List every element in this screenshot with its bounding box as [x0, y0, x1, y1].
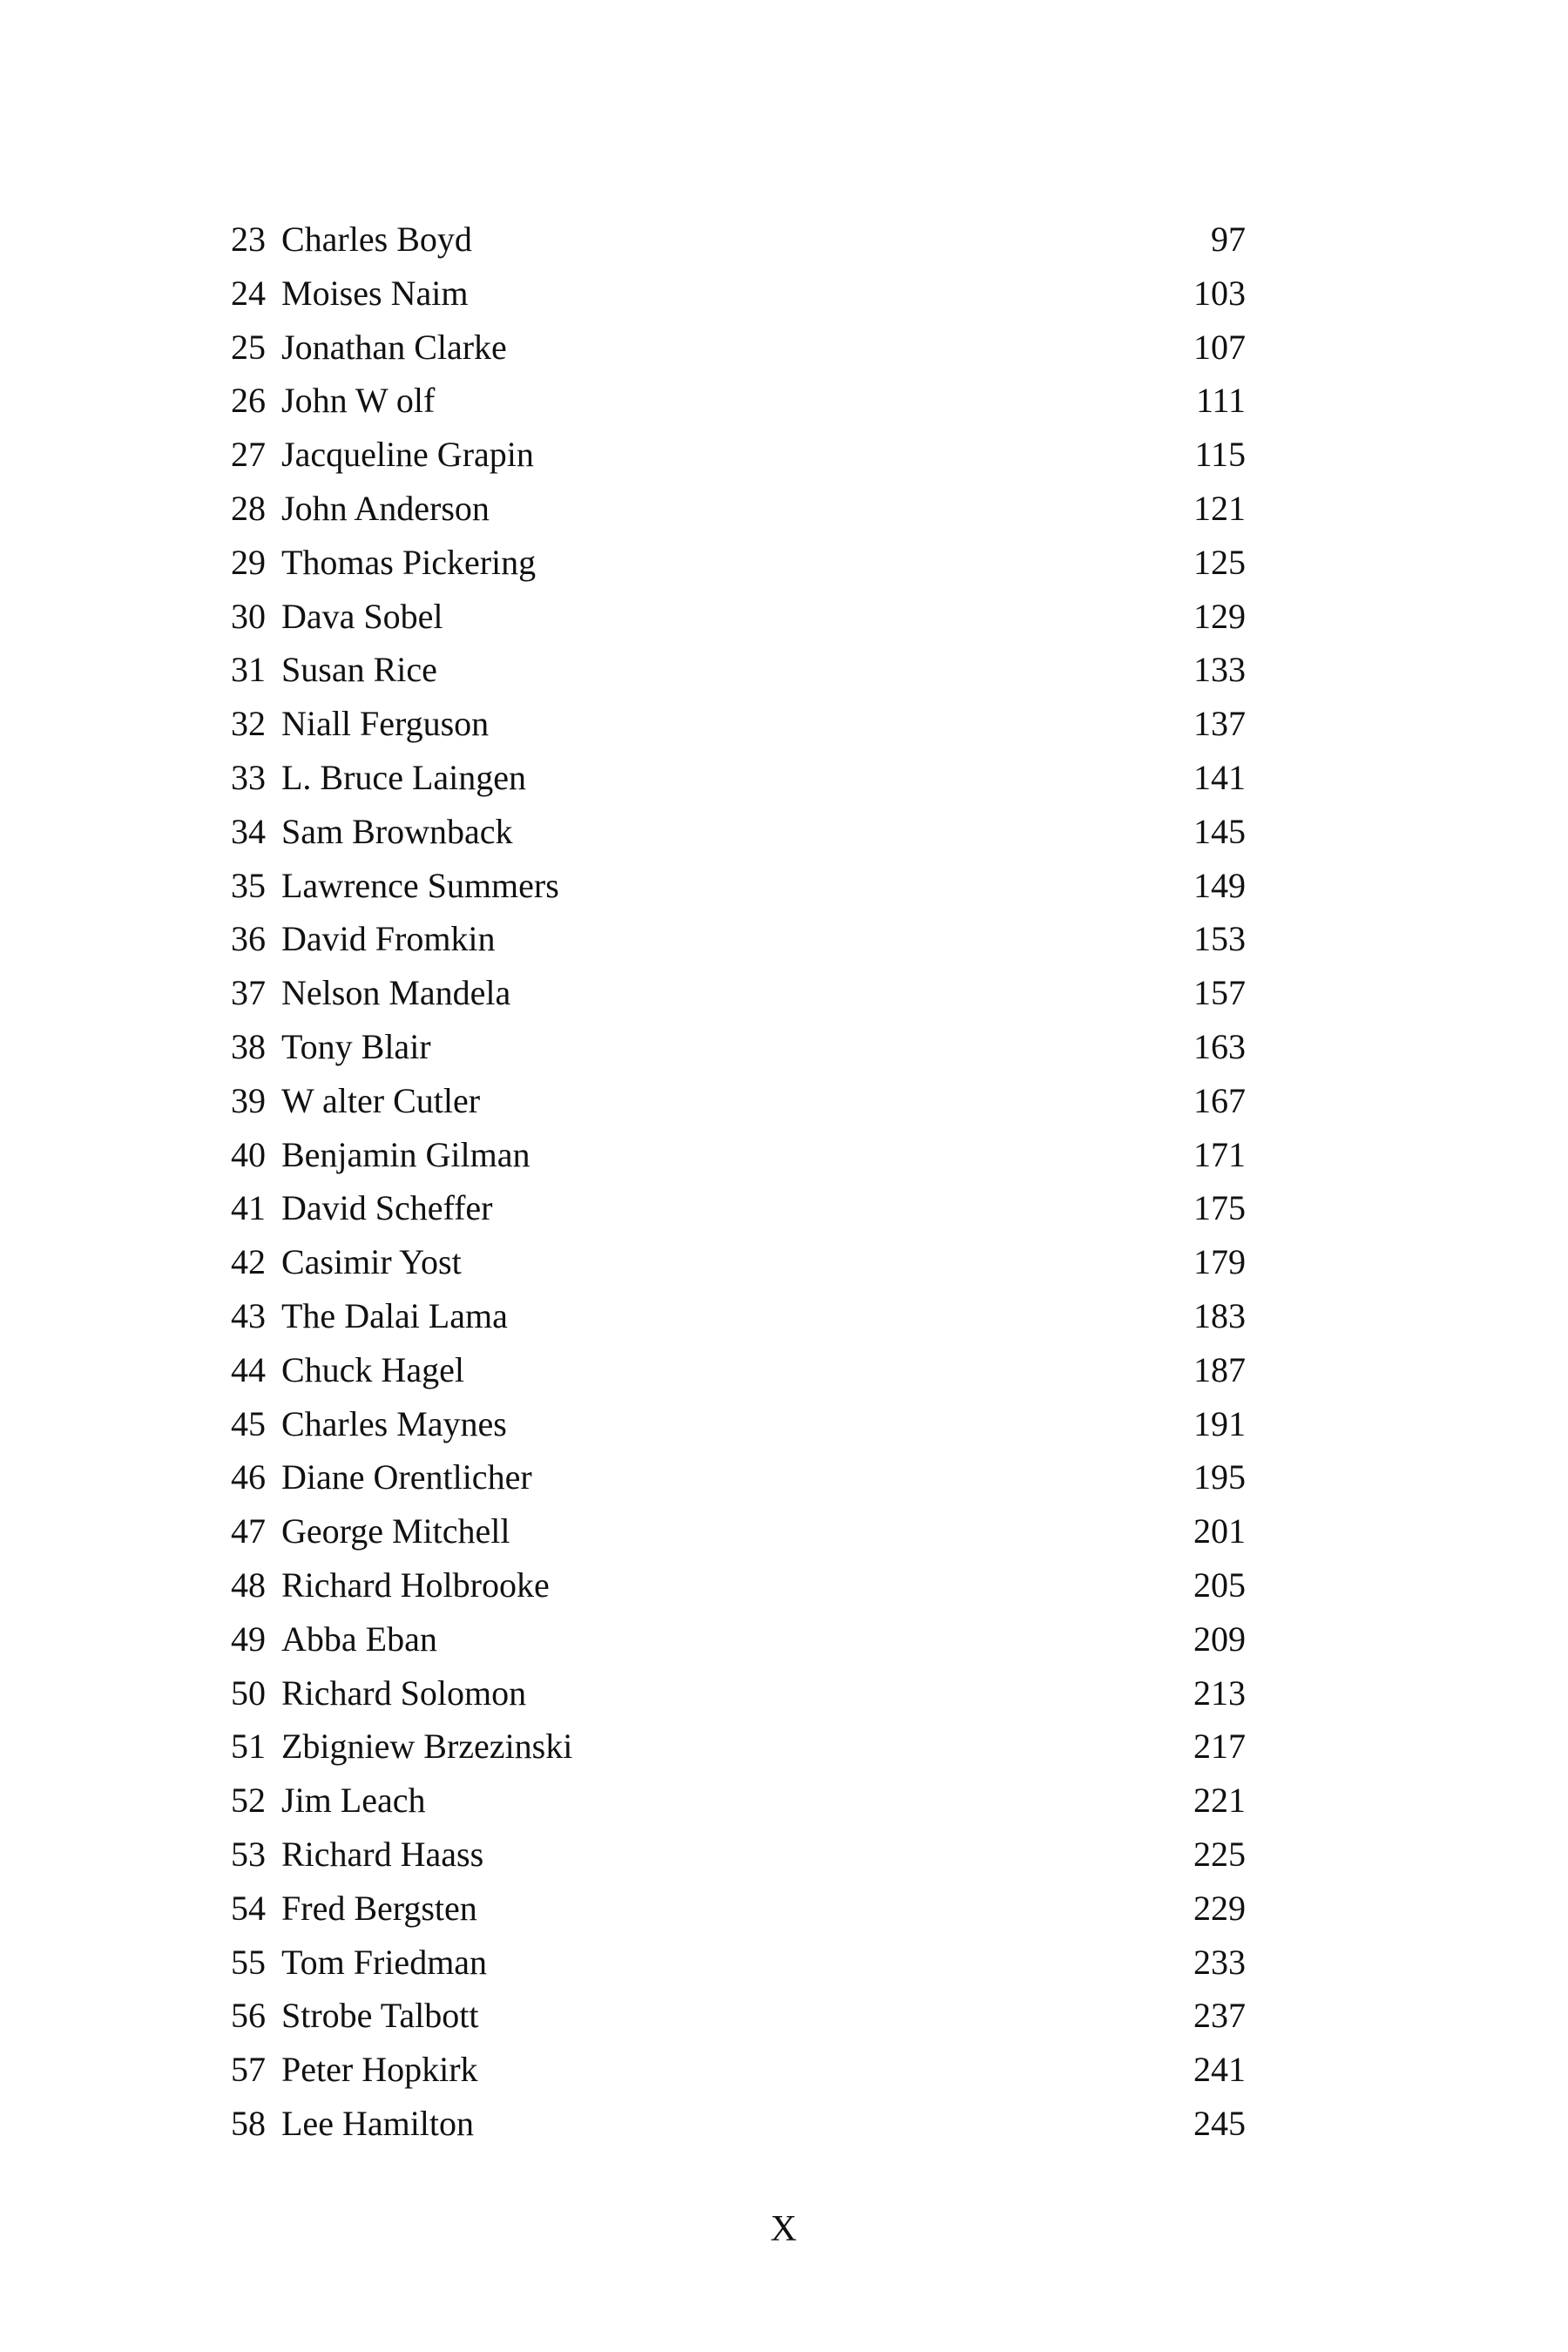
toc-entry-page: 167	[1193, 1080, 1246, 1120]
toc-entry-label	[231, 1181, 493, 1235]
toc-entry-name: Strobe Talbott	[281, 1996, 479, 2036]
toc-entry-page: 179	[1193, 1242, 1246, 1282]
toc-entry-label	[231, 1558, 550, 1612]
toc-entry-name: Casimir Yost	[281, 1242, 462, 1282]
toc-entry-name: Lee Hamilton	[281, 2103, 475, 2143]
toc-entry-name: George Mitchell	[281, 1511, 510, 1551]
toc-entry-number: 54	[231, 1888, 266, 1928]
toc-entry-number: 35	[231, 865, 266, 905]
toc-entry-number: 29	[231, 542, 266, 582]
toc-entry-label	[231, 1666, 526, 1720]
toc-entry	[231, 1128, 1246, 1182]
toc-entry	[231, 1020, 1246, 1074]
toc-entry-name: Susan Rice	[281, 650, 437, 690]
toc-entry	[231, 643, 1246, 697]
toc-entry-name: Fred Bergsten	[281, 1888, 477, 1928]
toc-entry	[231, 1181, 1246, 1235]
toc-entry	[231, 1343, 1246, 1397]
toc-entry	[231, 1504, 1246, 1558]
toc-entry-number: 31	[231, 650, 266, 690]
toc-entry-name: Moises Naim	[281, 273, 469, 313]
toc-entry-number: 38	[231, 1026, 266, 1066]
toc-entry-label	[231, 1020, 431, 1074]
toc-entry-label	[231, 751, 526, 805]
toc-entry-number: 47	[231, 1511, 266, 1551]
toc-entry	[231, 697, 1246, 751]
toc-entry-label	[231, 590, 443, 644]
toc-entry-name: Dava Sobel	[281, 596, 443, 636]
toc-entry-name: Niall Ferguson	[281, 704, 490, 744]
toc-entry-label	[231, 966, 510, 1020]
toc-entry-number: 25	[231, 327, 266, 367]
toc-entry	[231, 213, 1246, 267]
toc-entry	[231, 805, 1246, 859]
toc-entry-name: Sam Brownback	[281, 811, 513, 851]
toc-entry	[231, 1558, 1246, 1612]
toc-entry-page: 209	[1193, 1619, 1246, 1659]
toc-entry-label	[231, 482, 490, 536]
toc-entry	[231, 1882, 1246, 1936]
toc-entry-number: 24	[231, 273, 266, 313]
toc-entry-label	[231, 1882, 477, 1936]
toc-entry	[231, 590, 1246, 644]
toc-entry-number: 52	[231, 1781, 266, 1821]
toc-entry-number: 51	[231, 1727, 266, 1767]
toc-entry-label	[231, 1235, 462, 1289]
toc-entry	[231, 2043, 1246, 2097]
toc-entry-page: 183	[1193, 1295, 1246, 1335]
toc-entry	[231, 267, 1246, 321]
toc-entry-label	[231, 1397, 507, 1451]
toc-entry-number: 48	[231, 1565, 266, 1605]
toc-entry-label	[231, 912, 496, 966]
toc-entry-page: 129	[1193, 596, 1246, 636]
toc-entry-page: 163	[1193, 1026, 1246, 1066]
toc-entry-name: The Dalai Lama	[281, 1295, 508, 1335]
toc-entry-label	[231, 1828, 483, 1882]
toc-entry-page: 221	[1193, 1781, 1246, 1821]
toc-entry-page: 233	[1193, 1942, 1246, 1982]
toc-entry-page: 241	[1193, 2050, 1246, 2090]
toc-entry-name: Richard Solomon	[281, 1673, 527, 1713]
toc-entry-page: 201	[1193, 1511, 1246, 1551]
toc-entry-page: 175	[1193, 1188, 1246, 1228]
toc-entry-label	[231, 374, 435, 428]
toc-entry-number: 39	[231, 1080, 266, 1120]
toc-entry	[231, 966, 1246, 1020]
toc-entry-label	[231, 1774, 426, 1828]
toc-entry-number: 46	[231, 1457, 266, 1497]
toc-entry	[231, 1397, 1246, 1451]
toc-entry-page: 121	[1193, 488, 1246, 528]
toc-entry	[231, 751, 1246, 805]
toc-entry-name: Charles Boyd	[281, 220, 472, 259]
toc-entry	[231, 1289, 1246, 1343]
toc-entry-number: 30	[231, 596, 266, 636]
toc-entry-number: 58	[231, 2103, 266, 2143]
toc-entry-name: Benjamin Gilman	[281, 1134, 531, 1174]
toc-entry-label	[231, 697, 489, 751]
toc-entry-label	[231, 428, 534, 482]
toc-entry-page: 107	[1193, 327, 1246, 367]
toc-entry	[231, 1235, 1246, 1289]
toc-entry-number: 55	[231, 1942, 266, 1982]
toc-entry-name: W alter Cutler	[281, 1080, 481, 1120]
toc-entry-number: 34	[231, 811, 266, 851]
table-of-contents	[231, 213, 1246, 2151]
toc-entry	[231, 482, 1246, 536]
toc-entry-page: 97	[1211, 220, 1246, 259]
toc-entry-page: 157	[1193, 973, 1246, 1013]
toc-entry-page: 213	[1193, 1673, 1246, 1713]
toc-entry-name: David Fromkin	[281, 919, 496, 959]
toc-entry-page: 171	[1193, 1134, 1246, 1174]
toc-entry-number: 57	[231, 2050, 266, 2090]
toc-entry-label	[231, 536, 536, 590]
toc-entry-name: Jim Leach	[281, 1781, 426, 1821]
toc-entry-number: 53	[231, 1834, 266, 1874]
toc-entry	[231, 1828, 1246, 1882]
toc-entry-page: 245	[1193, 2103, 1246, 2143]
toc-entry-number: 50	[231, 1673, 266, 1713]
toc-entry-name: Jonathan Clarke	[281, 327, 507, 367]
toc-entry-name: Peter Hopkirk	[281, 2050, 478, 2090]
toc-entry-number: 40	[231, 1134, 266, 1174]
toc-entry-label	[231, 267, 468, 321]
toc-entry-name: Richard Haass	[281, 1834, 484, 1874]
toc-entry	[231, 1074, 1246, 1128]
toc-entry-page: 111	[1195, 381, 1246, 421]
toc-entry-label	[231, 321, 507, 375]
toc-entry-label	[231, 213, 472, 267]
toc-entry-name: Diane Orentlicher	[281, 1457, 532, 1497]
toc-entry-page: 103	[1193, 273, 1246, 313]
toc-entry-label	[231, 1989, 478, 2043]
toc-entry-page: 191	[1193, 1403, 1246, 1443]
toc-entry-page: 225	[1193, 1834, 1246, 1874]
toc-entry	[231, 321, 1246, 375]
toc-entry-label	[231, 1074, 480, 1128]
toc-entry-name: Tom Friedman	[281, 1942, 488, 1982]
toc-entry-name: Zbigniew Brzezinski	[281, 1727, 573, 1767]
toc-entry-label	[231, 2097, 474, 2151]
toc-entry	[231, 912, 1246, 966]
toc-entry-number: 41	[231, 1188, 266, 1228]
toc-entry	[231, 428, 1246, 482]
toc-entry-number: 36	[231, 919, 266, 959]
toc-entry-number: 56	[231, 1996, 266, 2036]
toc-entry-label	[231, 1720, 572, 1774]
toc-entry-page: 149	[1193, 865, 1246, 905]
page-number: X	[770, 2209, 798, 2249]
toc-entry-number: 49	[231, 1619, 266, 1659]
toc-entry	[231, 1989, 1246, 2043]
toc-entry	[231, 1666, 1246, 1720]
toc-entry-page: 145	[1193, 811, 1246, 851]
toc-entry-label	[231, 1936, 487, 1990]
toc-entry-name: Thomas Pickering	[281, 542, 537, 582]
toc-entry-number: 28	[231, 488, 266, 528]
toc-entry-number: 23	[231, 220, 266, 259]
toc-entry-number: 32	[231, 704, 266, 744]
toc-entry	[231, 1936, 1246, 1990]
toc-entry-page: 187	[1193, 1349, 1246, 1389]
toc-entry-number: 27	[231, 435, 266, 475]
toc-entry-page: 141	[1193, 757, 1246, 797]
toc-entry-page: 237	[1193, 1996, 1246, 2036]
toc-entry	[231, 1720, 1246, 1774]
toc-entry	[231, 1612, 1246, 1666]
toc-entry-label	[231, 1289, 508, 1343]
toc-entry-name: John Anderson	[281, 488, 490, 528]
toc-entry-name: Charles Maynes	[281, 1403, 507, 1443]
toc-entry-page: 115	[1194, 435, 1246, 475]
toc-entry-name: Chuck Hagel	[281, 1349, 464, 1389]
toc-entry-page: 229	[1193, 1888, 1246, 1928]
toc-entry-label	[231, 1612, 437, 1666]
toc-entry-label	[231, 859, 559, 913]
toc-entry-number: 45	[231, 1403, 266, 1443]
toc-entry-name: L. Bruce Laingen	[281, 757, 526, 797]
toc-entry-label	[231, 2043, 478, 2097]
toc-entry	[231, 1450, 1246, 1504]
toc-entry-page: 137	[1193, 704, 1246, 744]
toc-entry-number: 43	[231, 1295, 266, 1335]
toc-entry-label	[231, 1450, 532, 1504]
toc-entry-number: 42	[231, 1242, 266, 1282]
toc-entry-number: 44	[231, 1349, 266, 1389]
toc-entry-name: Jacqueline Grapin	[281, 435, 534, 475]
toc-entry-name: David Scheffer	[281, 1188, 493, 1228]
toc-entry-label	[231, 643, 437, 697]
toc-entry-name: Nelson Mandela	[281, 973, 511, 1013]
toc-entry-page: 125	[1193, 542, 1246, 582]
toc-entry	[231, 859, 1246, 913]
toc-entry-page: 133	[1193, 650, 1246, 690]
toc-entry-number: 37	[231, 973, 266, 1013]
toc-entry	[231, 536, 1246, 590]
toc-entry	[231, 1774, 1246, 1828]
toc-entry-name: Tony Blair	[281, 1026, 431, 1066]
toc-entry-label	[231, 1504, 510, 1558]
toc-entry-label	[231, 1343, 464, 1397]
toc-entry-number: 33	[231, 757, 266, 797]
toc-entry	[231, 2097, 1246, 2151]
toc-entry-page: 217	[1193, 1727, 1246, 1767]
toc-entry-page: 195	[1193, 1457, 1246, 1497]
toc-entry-number: 26	[231, 381, 266, 421]
toc-entry-name: Lawrence Summers	[281, 865, 559, 905]
toc-entry-page: 205	[1193, 1565, 1246, 1605]
toc-entry	[231, 374, 1246, 428]
toc-entry-name: Richard Holbrooke	[281, 1565, 550, 1605]
toc-entry-label	[231, 1128, 531, 1182]
toc-entry-name: Abba Eban	[281, 1619, 437, 1659]
toc-entry-page: 153	[1193, 919, 1246, 959]
toc-entry-label	[231, 805, 513, 859]
toc-entry-name: John W olf	[281, 381, 436, 421]
